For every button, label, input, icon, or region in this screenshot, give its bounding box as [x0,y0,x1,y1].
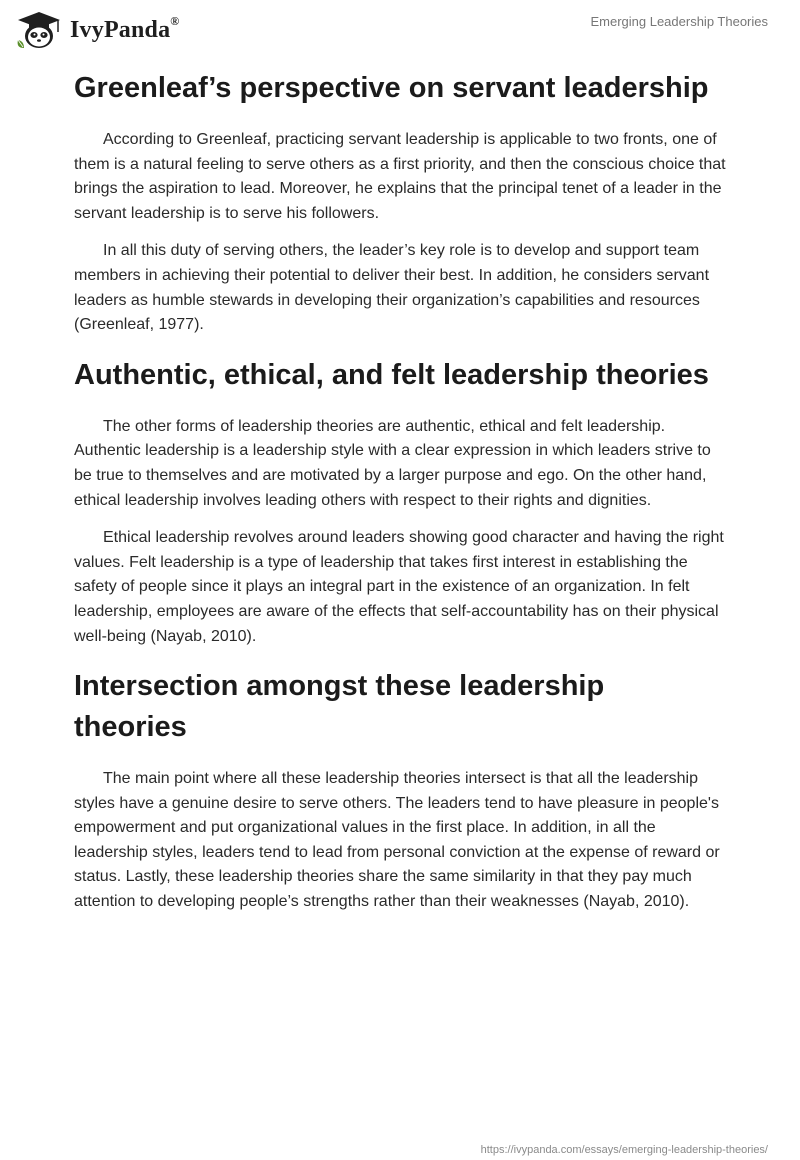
ivypanda-logo[interactable] [14,10,179,50]
panda-graduation-cap-icon [14,10,64,50]
section-authentic-ethical-felt [74,355,726,649]
source-url[interactable]: https://ivypanda.com/essays/emerging-leadership-theories/ [480,1144,768,1156]
paragraph: Ethical leadership revolves around leaders showing good character and having the right values. Felt leadership is a type of leadership that takes first interest in establishing the safety of people since it plays an integral part in the existence of an organization. In felt leadership, employees are aware of the effects that self-accountability has on their physical well-being (Nayab, 2010). [74,529,724,645]
section-greenleaf [74,68,726,338]
running-title: Emerging Leadership Theories [590,14,768,29]
paragraph: In all this duty of serving others, the leader’s key role is to develop and support team members in achieving their potential to deliver their best. In addition, he considers servant leaders as humble stewards in developing their organization’s capabilities and resources (Greenleaf, 1977). [74,242,710,334]
page-header [0,0,800,60]
paragraph: According to Greenleaf, practicing servant leadership is applicable to two fronts, one of them is a natural feeling to serve others as a first priority, and then the conscious choice that brings the aspiration to lead. Moreover, he explains that the principal tenet of a leader in the servant leadership is to serve his followers. [74,131,726,222]
section-heading: Authentic, ethical, and felt leadership theories [74,358,709,391]
essay-content [74,68,726,932]
section-intersection [74,666,726,915]
section-heading: Greenleaf’s perspective on servant leadership [74,72,709,104]
logo-wordmark: IvyPanda® [70,13,180,43]
section-heading: Intersection amongst these leadership theories [74,670,605,744]
paragraph: The other forms of leadership theories are authentic, ethical and felt leadership. Authentic leadership is a leadership style with a clear expression in which leaders strive to be true to themselves and are motivated by a larger purpose and ego. On the other hand, ethical leadership involves leading others with respect to their rights and dignities. [74,417,711,509]
paragraph: The main point where all these leadership theories intersect is that all the leadership styles have a genuine desire to serve others. The leaders tend to have pleasure in people's empowerment and put organizational values in the first place. In addition, in all the leadership styles, leaders tend to lead from personal conviction at the expense of reward or status. Lastly, these leadership theories share the same similarity in that they pay much attention to developing people’s strengths rather than their weaknesses (Nayab, 2010). [74,770,720,911]
